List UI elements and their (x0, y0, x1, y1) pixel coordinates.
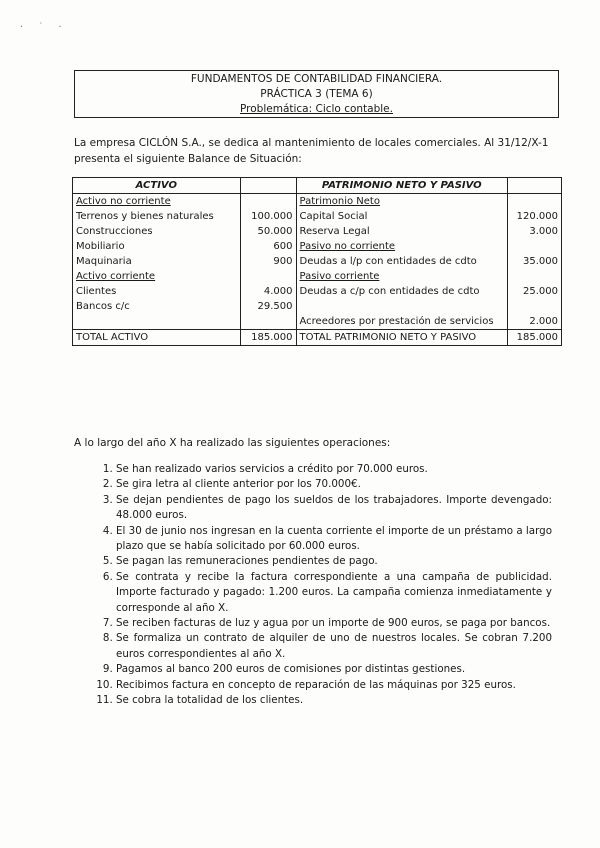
balance-row: Construcciones 50.000 Reserva Legal 3.000 (73, 224, 562, 239)
list-item: 3. Se dejan pendientes de pago los sueldos de los trabajadores. Importe devengado: 48.000 euros. (116, 493, 552, 524)
header-title: FUNDAMENTOS DE CONTABILIDAD FINANCIERA. (190, 73, 443, 85)
balance-row: Activo corriente Pasivo corriente (73, 269, 562, 284)
list-item: 2. Se gira letra al cliente anterior por los 70.000€. (116, 477, 552, 492)
list-item: 4. El 30 de junio nos ingresan en la cuenta corriente el importe de un préstamo a largo plazo que se había solicitado por 60.000 euros. (116, 524, 552, 555)
balance-row: Clientes 4.000 Deudas a c/p con entidades de cdto 25.000 (73, 284, 562, 299)
col-activo: ACTIVO (73, 178, 241, 194)
list-item: 9. Pagamos al banco 200 euros de comisiones por distintas gestiones. (116, 662, 552, 677)
practice-header (74, 70, 559, 118)
header-practice: PRÁCTICA 3 (TEMA 6) (260, 88, 373, 100)
total-pasivo-amount: 185.000 (508, 330, 562, 346)
total-activo-label: TOTAL ACTIVO (73, 330, 241, 346)
list-item: 1. Se han realizado varios servicios a crédito por 70.000 euros. (116, 462, 552, 477)
total-pasivo-label: TOTAL PATRIMONIO NETO Y PASIVO (296, 330, 508, 346)
header-topic: Problemática: Ciclo contable. (240, 103, 393, 115)
operations-intro: A lo largo del año X ha realizado las siguientes operaciones: (74, 437, 391, 449)
balance-row: Mobiliario 600 Pasivo no corriente (73, 239, 562, 254)
balance-row: Terrenos y bienes naturales 100.000 Capital Social 120.000 (73, 209, 562, 224)
list-item: 5. Se pagan las remuneraciones pendientes de pago. (116, 554, 552, 569)
list-item: 10. Recibimos factura en concepto de reparación de las máquinas por 325 euros. (116, 678, 552, 693)
balance-sheet-table (72, 177, 562, 346)
balance-row: Maquinaria 900 Deudas a l/p con entidades de cdto 35.000 (73, 254, 562, 269)
list-item: 6. Se contrata y recibe la factura correspondiente a una campaña de publicidad. Importe facturado y pagado: 1.200 euros. La campaña comienza inmediatamente y corresponde al año X. (116, 570, 552, 616)
total-activo-amount: 185.000 (240, 330, 296, 346)
list-item: 7. Se reciben facturas de luz y agua por un importe de 900 euros, se paga por bancos. (116, 616, 552, 631)
col-pasivo: PATRIMONIO NETO Y PASIVO (296, 178, 508, 194)
balance-total-row (73, 330, 562, 346)
scan-artifacts: · ˙ · (20, 22, 68, 33)
intro-paragraph: La empresa CICLÓN S.A., se dedica al mantenimiento de locales comerciales. Al 31/12/X-1 presenta el siguiente Balance de Situación: (74, 137, 549, 165)
list-item: 8. Se formaliza un contrato de alquiler de uno de nuestros locales. Se cobran 7.200 euros correspondientes al año X. (116, 631, 552, 662)
balance-header-row (73, 178, 562, 194)
balance-row: Bancos c/c 29.500 (73, 299, 562, 314)
balance-row: Activo no corriente Patrimonio Neto (73, 194, 562, 210)
operations-list (98, 462, 552, 709)
list-item: 11. Se cobra la totalidad de los clientes. (116, 693, 552, 708)
balance-row: Acreedores por prestación de servicios 2.000 (73, 314, 562, 330)
